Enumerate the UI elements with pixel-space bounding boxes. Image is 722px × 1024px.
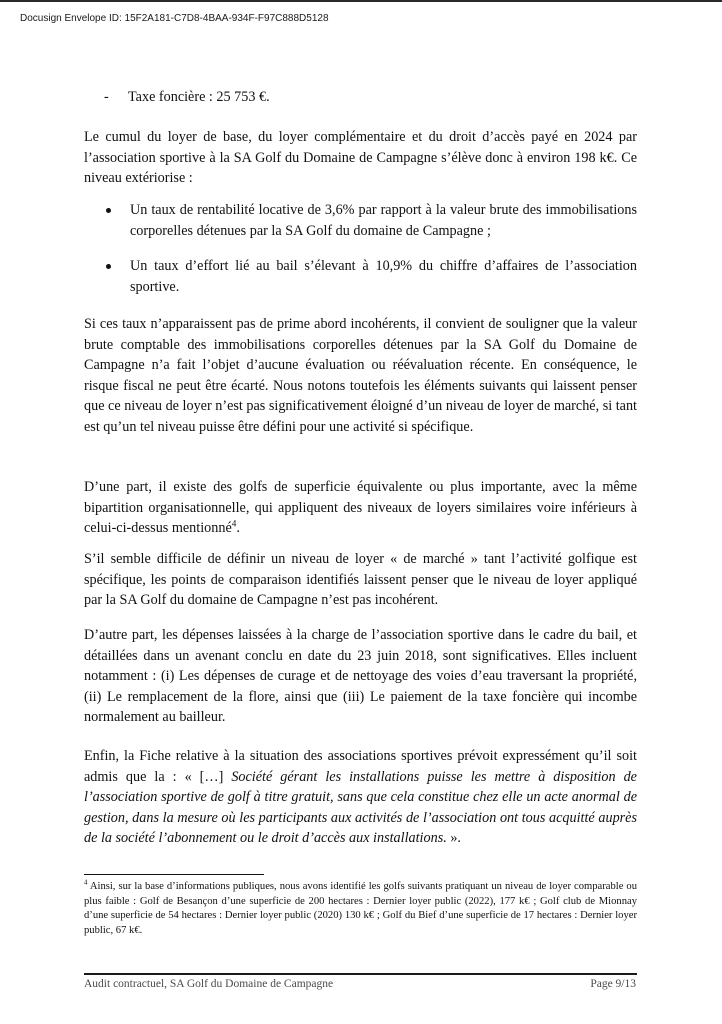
bullet-dot-icon (106, 264, 111, 269)
footnote-separator (84, 874, 264, 875)
bullet-text: Un taux de rentabilité locative de 3,6% par rapport à la valeur brute des immobilisations corporelles détenues par la SA Golf du domaine de Campagne ; (130, 202, 637, 239)
footer-title: Audit contractuel, SA Golf du Domaine de Campagne (84, 978, 334, 990)
bullet-item (84, 200, 637, 241)
dash-marker: - (104, 89, 109, 105)
paragraph-text (84, 746, 637, 849)
paragraph-rent-total (84, 127, 637, 189)
paragraph-text: Si ces taux n’apparaissent pas de prime abord incohérents, il convient de souligner que la valeur brute comptable des immobilisations corporelles détenues par la SA Golf du Domaine de Campagne n’a fait l’objet d’aucune évaluation ou réévaluation récente. En conséquence, le risque fiscal ne peut être écarté. Nous notons toutefois les éléments suivants qui laissent penser que ce niveau de loyer n’est pas significativement éloigné d’un niveau de loyer de marché, si tant est qu’un tel niveau puisse être défini pour une activité si spécifique. (84, 316, 637, 435)
footnote (84, 880, 637, 938)
dash-item-text: Taxe foncière : 25 753 €. (128, 89, 270, 105)
footnote-reference[interactable]: 4 (231, 518, 237, 529)
paragraph-text-end: . (236, 520, 240, 536)
footer-separator (84, 973, 637, 975)
bullet-text: Un taux d’effort lié au bail s’élevant à 10,9% du chiffre d’affaires de l’association sportive. (130, 258, 637, 295)
bullet-item (84, 256, 637, 297)
bullet-list (84, 200, 637, 297)
page-number: Page 9/13 (590, 978, 636, 990)
paragraph-market-rent (84, 549, 637, 611)
footnote-text: Ainsi, sur la base d’informations publiques, nous avons identifié les golfs suivants pratiquant un niveau de loyer comparable ou plus faible : Golf de Besançon d’une superficie de 200 hectares : Dernier loyer public (2022), 177 k€ ; Golf club de Mionnay d’une superficie de 54 hectares : Dernier loyer public (2020) 130 k€ ; Golf du Bief d’une superficie de 17 hectares : Dernier loyer public, 67 k€. (84, 881, 637, 936)
paragraph-expenses (84, 625, 637, 728)
window-top-border (0, 0, 722, 2)
quote-italic: Société gérant les installations puisse les mettre à disposition de l’association sportive de golf à titre gratuit, sans que cela constitue chez elle un acte anormal de gestion, dans la mesure où les participants aux activités de l’association ont tous acquitté auprès de la société l’abonnement ou le droit d’accès aux installations. (84, 768, 637, 846)
paragraph-text: S’il semble difficile de définir un niveau de loyer « de marché » tant l’activité golfique est spécifique, les points de comparaison identifiés laissent penser que le niveau de loyer appliqué par la SA Golf du domaine de Campagne n’est pas incohérent. (84, 551, 637, 608)
paragraph-text-body: D’une part, il existe des golfs de superficie équivalente ou plus importante, avec la même bipartition organisationnelle, qui appliquent des niveaux de loyers similaires voire inférieurs à celui-ci-dessus mentionné (84, 479, 637, 536)
paragraph-text (84, 477, 637, 539)
paragraph-text: Le cumul du loyer de base, du loyer complémentaire et du droit d’accès payé en 2024 par l’association sportive à la SA Golf du Domaine de Campagne s’élève donc à environ 198 k€. Ce niveau extériorise : (84, 129, 637, 186)
bullet-dot-icon (106, 208, 111, 213)
paragraph-comparable-golfs (84, 477, 637, 539)
quote-intro: Enfin, la Fiche relative à la situation des associations sportives prévoit expressément qu’il soit admis que la : « […] (84, 748, 637, 785)
docusign-envelope-id: Docusign Envelope ID: 15F2A181-C7D8-4BAA-934F-F97C888D5128 (20, 13, 329, 24)
quote-end: ». (446, 830, 461, 846)
dash-list-item (104, 89, 270, 106)
footnote-number: 4 (84, 879, 88, 887)
paragraph-fiscal-risk (84, 314, 637, 437)
paragraph-text: D’autre part, les dépenses laissées à la charge de l’association sportive dans le cadre du bail, et détaillées dans un avenant conclu en date du 23 juin 2018, sont significatives. Elles incluent notamment : (i) Les dépenses de curage et de nettoyage des voies d’eau traversant la propriété, (ii) Le remplacement de la flore, ainsi que (iii) Le paiement de la taxe foncière qui incombe normalement au bailleur. (84, 627, 637, 725)
paragraph-fiche-quote (84, 746, 637, 849)
